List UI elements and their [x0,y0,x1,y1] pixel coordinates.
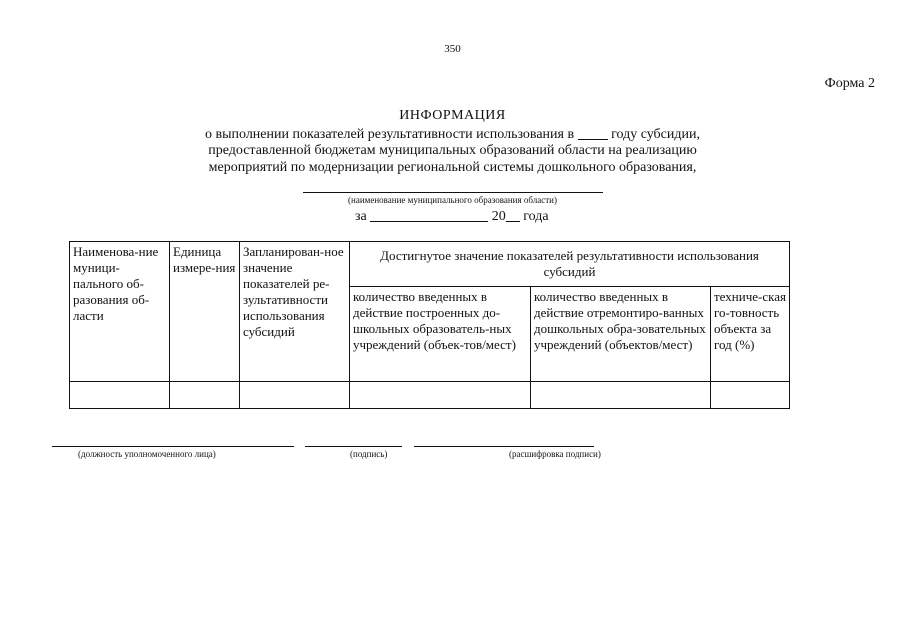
header-unit: Единица измере-ния [170,242,240,382]
table-row [70,382,790,409]
form-label: Форма 2 [824,76,875,91]
position-signature-line [52,446,294,447]
period-blank [370,208,488,222]
signature-caption: (подпись) [350,449,388,459]
period-suffix: года [523,209,549,224]
page-number: 350 [444,43,461,55]
position-caption: (должность уполномоченного лица) [78,449,216,459]
indicators-table [69,241,790,409]
table-header-row [70,242,790,287]
header-repaired-facilities: количество введенных в действие отремонтиро-ванных дошкольных обра-зовательных учреждений (объектов/мест) [531,287,711,382]
header-built-facilities: количество введенных в действие построенных до-школьных образователь-ных учреждений (объек-тов/мест) [350,287,531,382]
period-prefix: за [355,209,367,224]
municipality-caption: (наименование муниципального образования области) [348,195,557,205]
subtitle-line-1-start: о выполнении показателей результативности использования в [205,127,575,142]
municipality-name-blank [303,192,603,193]
document-title: ИНФОРМАЦИЯ [399,108,506,123]
header-municipality: Наименова-ние муници-пального об-разования об-ласти [70,242,170,382]
subtitle-line-1 [0,126,905,143]
cell-planned-value[interactable] [240,382,350,409]
signature-decoding-caption: (расшифровка подписи) [509,449,601,459]
subtitle-line-3: мероприятий по модернизации региональной системы дошкольного образования, [208,160,697,175]
cell-municipality[interactable] [70,382,170,409]
header-achieved-group: Достигнутое значение показателей результативности использования субсидий [350,242,790,287]
header-planned-value: Запланирован-ное значение показателей ре-зультативности использования субсидий [240,242,350,382]
cell-technical-readiness[interactable] [711,382,790,409]
year-blank [506,208,520,222]
signature-line [305,446,402,447]
cell-built-facilities[interactable] [350,382,531,409]
header-technical-readiness: техниче-ская го-товность объекта за год (%) [711,287,790,382]
subtitle-line-1-end: году субсидии, [611,127,700,142]
signature-decoding-line [414,446,594,447]
period-line [355,208,549,225]
cell-unit[interactable] [170,382,240,409]
report-year-blank [578,126,608,140]
subtitle-line-2: предоставленной бюджетам муниципальных образований области на реализацию [208,143,697,158]
year-prefix: 20 [491,209,506,224]
cell-repaired-facilities[interactable] [531,382,711,409]
